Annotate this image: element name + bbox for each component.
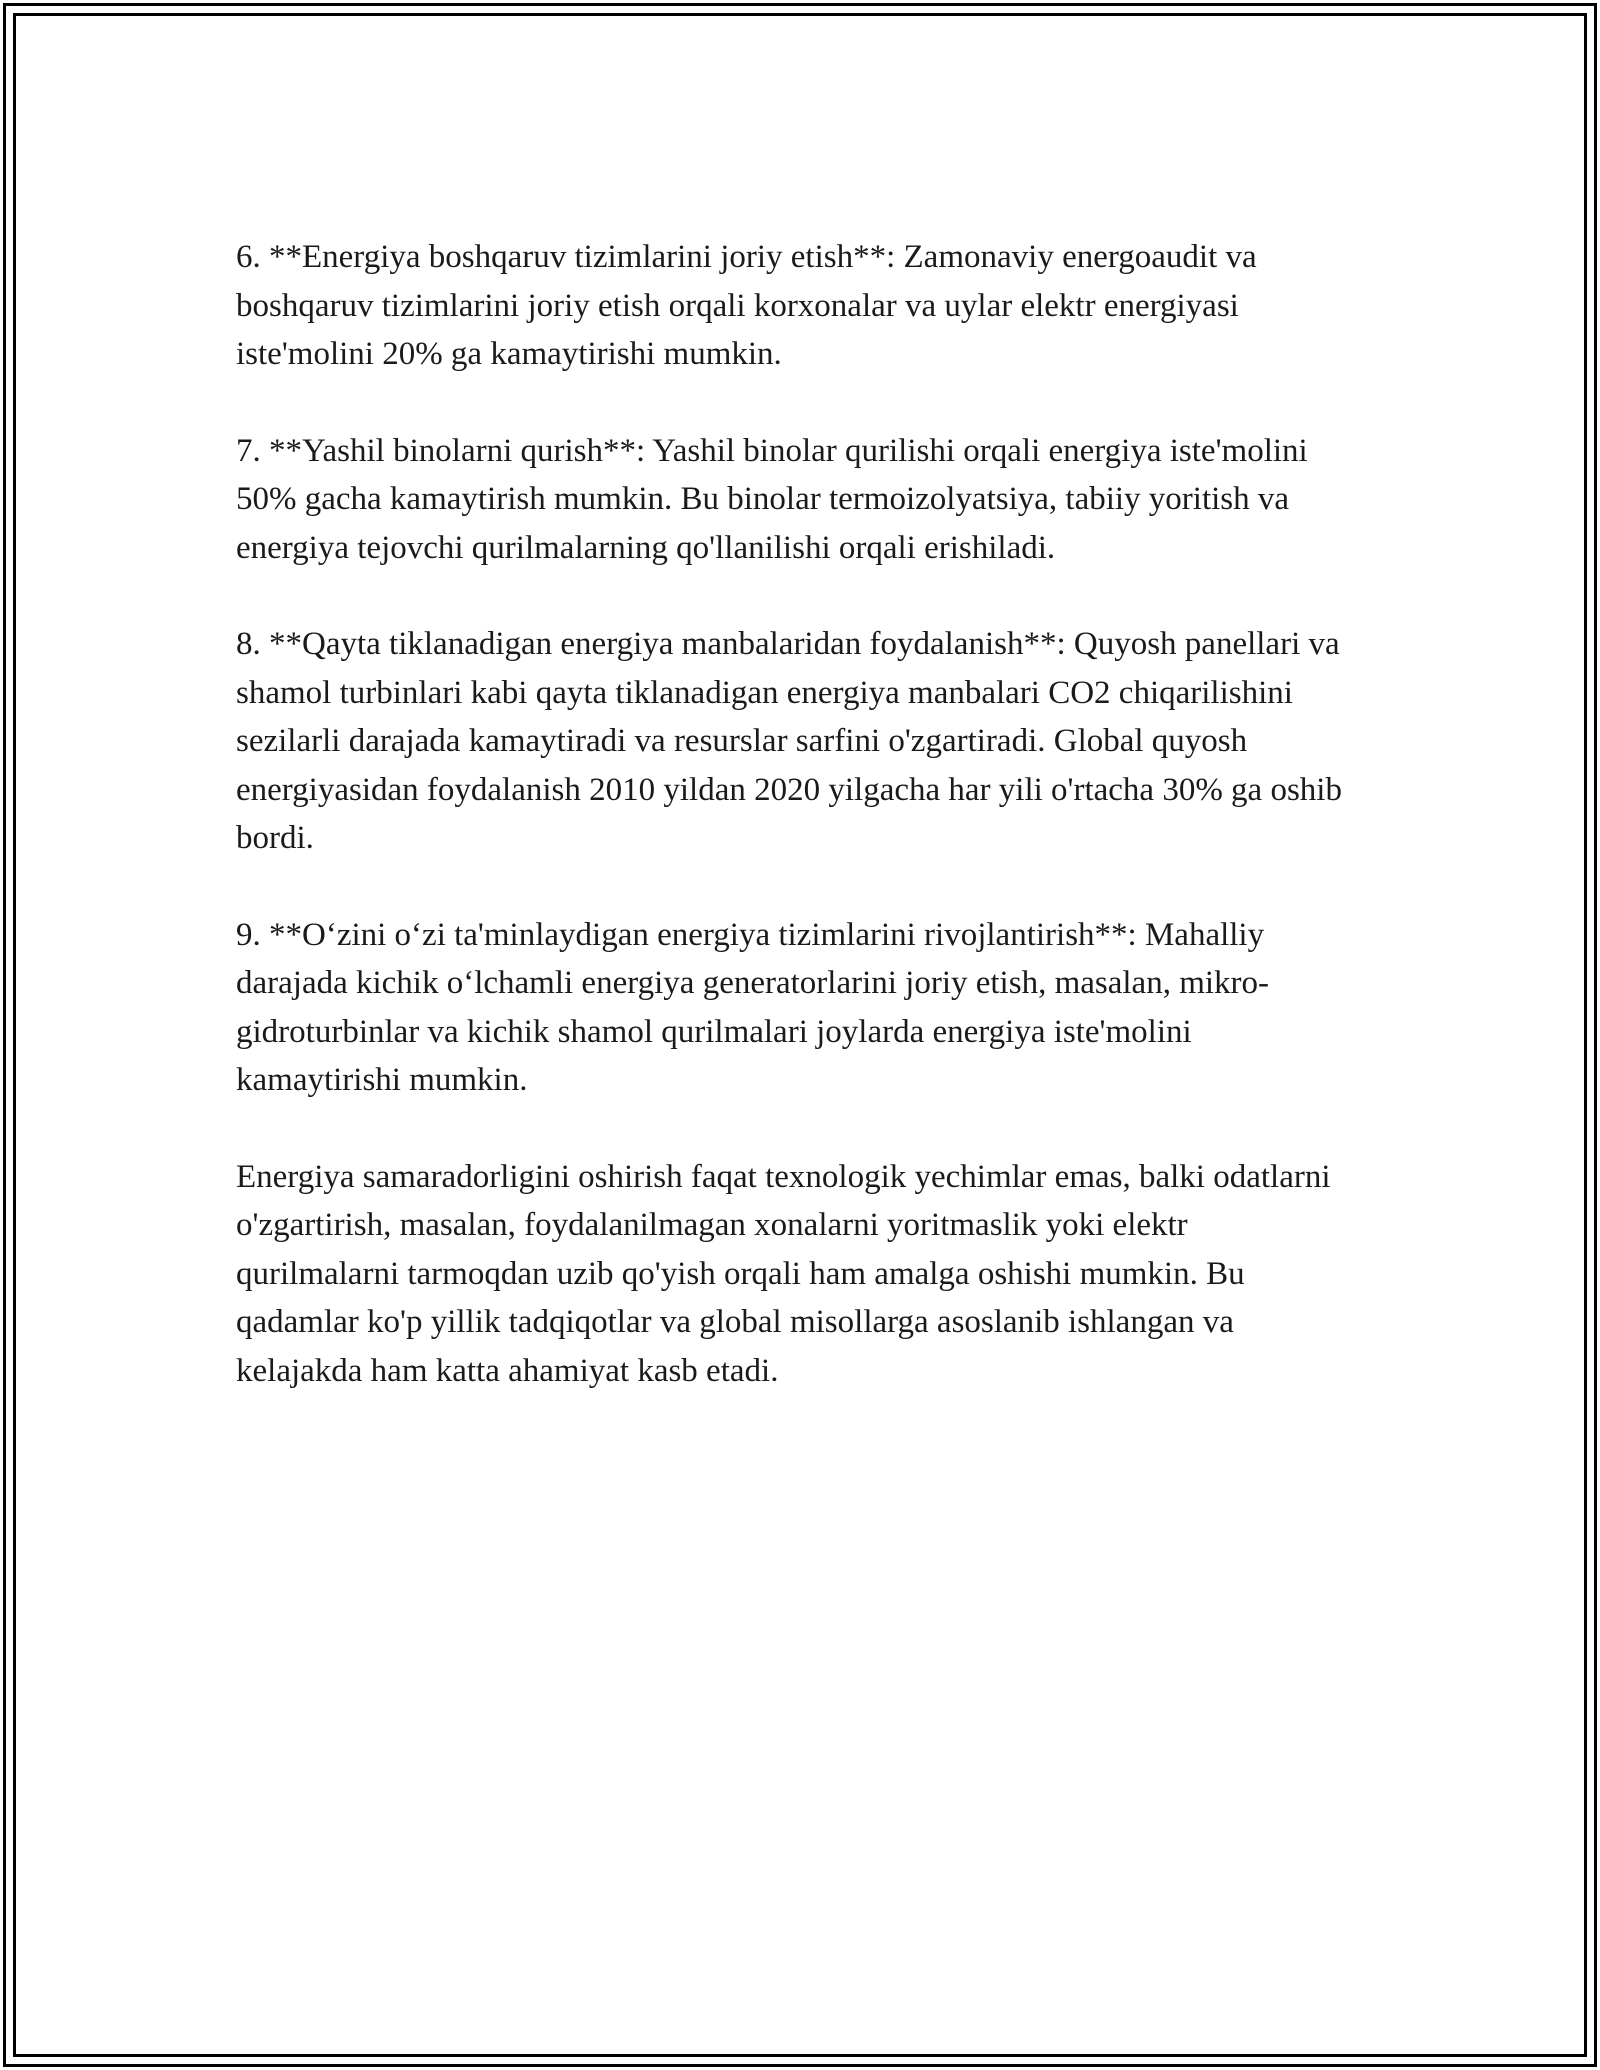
paragraph-item-9: 9. **O‘zini o‘zi ta'minlaydigan energiya tizimlarini rivojlantirish**: Mahalliy darajada kichik o‘lchamli energiya generatorlarini joriy etish, masalan, mikro-gidroturbinlar va kichik shamol qurilmalari joylarda energiya iste'molini kamaytirishi mumkin. <box>236 916 1270 1098</box>
paragraph-conclusion: Energiya samaradorligini oshirish faqat texnologik yechimlar emas, balki odatlarni o'zgartirish, masalan, foydalanilmagan xonalarni yoritmaslik yoki elektr qurilmalarni tarmoqdan uzib qo'yish orqali ham amalga oshishi mumkin. Bu qadamlar ko'p yillik tadqiqotlar va global misollarga asoslanib ishlangan va kelajakda ham katta ahamiyat kasb etadi. <box>236 1158 1331 1389</box>
document-body <box>236 233 1356 1443</box>
paragraph-item-7: 7. **Yashil binolarni qurish**: Yashil binolar qurilishi orqali energiya iste'molini 50% gacha kamaytirish mumkin. Bu binolar termoizolyatsiya, tabiiy yoritish va energiya tejovchi qurilmalarning qo'llanilishi orqali erishiladi. <box>236 432 1308 566</box>
paragraph-item-6: 6. **Energiya boshqaruv tizimlarini joriy etish**: Zamonaviy energoaudit va boshqaruv tizimlarini joriy etish orqali korxonalar va uylar elektr energiyasi iste'molini 20% ga kamaytirishi mumkin. <box>236 239 1257 372</box>
paragraph-item-8: 8. **Qayta tiklanadigan energiya manbalaridan foydalanish**: Quyosh panellari va shamol turbinlari kabi qayta tiklanadigan energiya manbalari CO2 chiqarilishini sezilarli darajada kamaytiradi va resurslar sarfini o'zgartiradi. Global quyosh energiyasidan foydalanish 2010 yildan 2020 yilgacha har yili o'rtacha 30% ga oshib bordi. <box>236 626 1342 856</box>
